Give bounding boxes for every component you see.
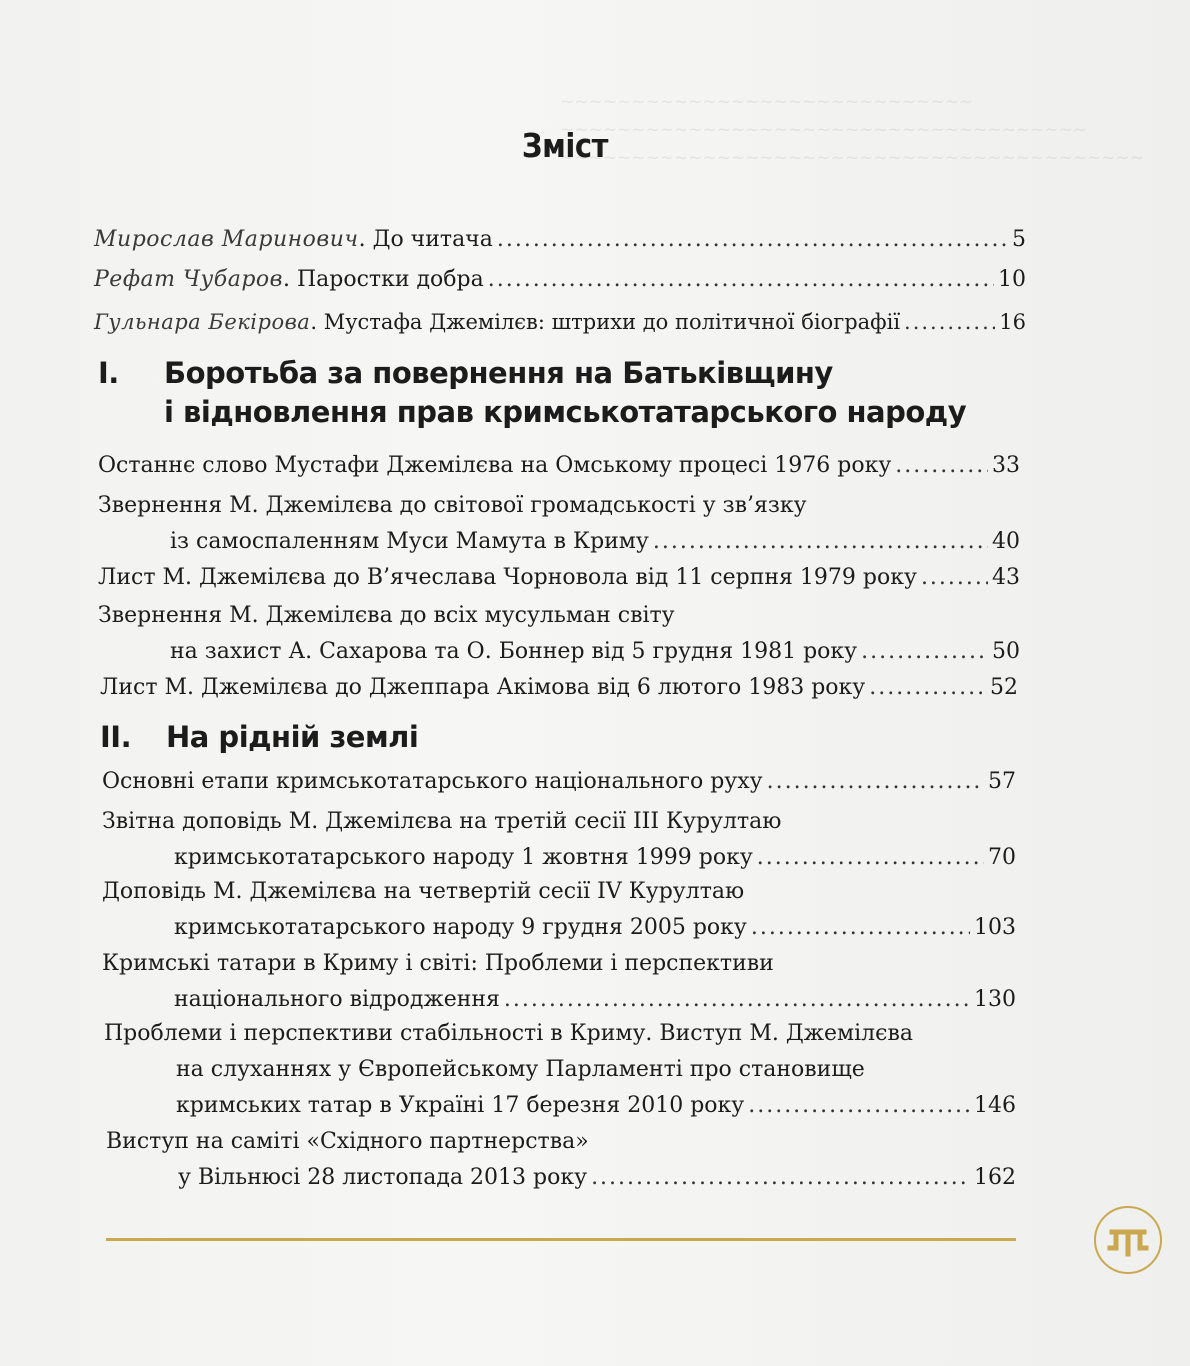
toc-entry-title: Лист М. Джемілєва до В’ячеслава Чорновола від 11 серпня 1979 року: [98, 565, 917, 590]
dot-leader: [653, 524, 988, 560]
toc-entry-title: Лист М. Джемілєва до Джеппара Акімова від 6 лютого 1983 року: [100, 675, 866, 700]
toc-entry: [98, 448, 1020, 484]
toc-entry-title: Звернення М. Джемілєва до всіх мусульман світу: [98, 603, 675, 628]
toc-entry: [98, 560, 1020, 596]
bleed-through-text: ~~~~~~~~~~~~~~~~~~~~~~~~~~~~~ ~~~~~~~~~~~~~~~~~~~~~~~~~~~~~~~~~~~~~ ~~~~~~~~~~~~~~~~~~~~~~~~~~~~~~~~~~~~~~~~~: [560, 92, 1145, 168]
toc-entry: [100, 670, 1018, 706]
toc-entry-title: Звернення М. Джемілєва до світової громадськості у зв’язку: [98, 493, 807, 518]
page-number: 162: [974, 1165, 1016, 1190]
dot-leader: [767, 764, 984, 800]
page-number: 40: [992, 529, 1020, 554]
dot-leader: [591, 1160, 970, 1196]
toc-entry-title-cont: кримськотатарського народу 1 жовтня 1999 року: [174, 845, 753, 870]
toc-entry-title-cont: на захист А. Сахарова та О. Боннер від 5 грудня 1981 року: [170, 639, 858, 664]
dot-leader: [757, 840, 984, 876]
section-title-line: і відновлення прав кримськотатарського народу: [164, 395, 967, 429]
dot-leader: [751, 910, 970, 946]
dot-leader: [497, 222, 1008, 258]
footer-rule: [106, 1238, 1016, 1241]
toc-author: Гульнара Бекірова: [94, 310, 311, 334]
toc-entry-title-cont: кримськотатарського народу 9 грудня 2005 року: [174, 915, 747, 940]
toc-entry-title-cont: із самоспаленням Муси Мамута в Криму: [170, 529, 649, 554]
dot-leader: [904, 304, 995, 340]
page-number: 130: [974, 987, 1016, 1012]
toc-entry-title-cont: кримських татар в Україні 17 березня 2010 року: [176, 1093, 745, 1118]
dot-leader: [504, 982, 970, 1018]
page-number: 57: [988, 769, 1016, 794]
toc-entry: [102, 946, 1016, 1018]
toc-entry-title-cont: національного відродження: [174, 987, 500, 1012]
page-number: 43: [992, 565, 1020, 590]
page-number: 52: [990, 675, 1018, 700]
crimean-tamga-icon: [1094, 1206, 1162, 1274]
section-title-line: На рідній землі: [166, 720, 419, 754]
toc-entry: [98, 598, 1020, 670]
toc-entry-title-cont: у Вільнюсі 28 листопада 2013 року: [178, 1165, 588, 1190]
section-title-line: Боротьба за повернення на Батьківщину: [164, 356, 833, 390]
page-number: 16: [999, 310, 1026, 334]
toc-entry-title-cont: на слуханнях у Європейському Парламенті про становище: [176, 1057, 865, 1082]
page-number: 146: [974, 1093, 1016, 1118]
toc-author: Рефат Чубаров: [94, 267, 283, 292]
toc-entry: [102, 874, 1016, 946]
toc-entry-title: Останнє слово Мустафи Джемілєва на Омському процесі 1976 року: [98, 453, 892, 478]
toc-entry-title: Доповідь М. Джемілєва на четвертій сесії IV Курултаю: [102, 879, 745, 904]
toc-entry: Гульнара Бекірова. Мустафа Джемілєв: штрихи до політичної біографії ..... 16: [94, 304, 1026, 340]
toc-entry-title: Паростки добра: [296, 267, 484, 292]
toc-entry-title: Проблеми і перспективи стабільності в Криму. Виступ М. Джемілєва: [104, 1021, 913, 1046]
page-number: 103: [974, 915, 1016, 940]
toc-entry: [106, 1124, 1016, 1196]
page-title: Зміст: [521, 126, 609, 165]
section-number: II.: [100, 720, 132, 754]
dot-leader: [748, 1088, 970, 1124]
section-number: I.: [98, 356, 119, 390]
toc-entry: [98, 488, 1020, 560]
toc-entry: Мирослав Маринович. До читача ..... 5: [94, 222, 1026, 258]
toc-entry: [102, 804, 1016, 876]
dot-leader: [861, 634, 988, 670]
toc-entry: [102, 764, 1016, 800]
toc-entry: Рефат Чубаров. Паростки добра ..... 10: [94, 262, 1026, 298]
page-number: 33: [992, 453, 1020, 478]
page-number: 5: [1012, 227, 1026, 252]
page-number: 70: [988, 845, 1016, 870]
toc-entry-title: До читача: [372, 227, 493, 252]
toc-entry-title: Мустафа Джемілєв: штрихи до політичної біографії: [323, 310, 901, 334]
dot-leader: [921, 560, 988, 596]
page-number: 10: [998, 267, 1026, 292]
toc-entry-title: Звітна доповідь М. Джемілєва на третій сесії III Курултаю: [102, 809, 782, 834]
dot-leader: [488, 262, 994, 298]
dot-leader: [895, 448, 988, 484]
toc-entry: [104, 1016, 1016, 1124]
page-number: 50: [992, 639, 1020, 664]
toc-entry-title: Основні етапи кримськотатарського національного руху: [102, 769, 763, 794]
dot-leader: [869, 670, 986, 706]
toc-entry-title: Кримські татари в Криму і світі: Проблеми і перспективи: [102, 951, 774, 976]
toc-entry-title: Виступ на саміті «Східного партнерства»: [106, 1129, 589, 1154]
toc-author: Мирослав Маринович: [94, 227, 359, 252]
